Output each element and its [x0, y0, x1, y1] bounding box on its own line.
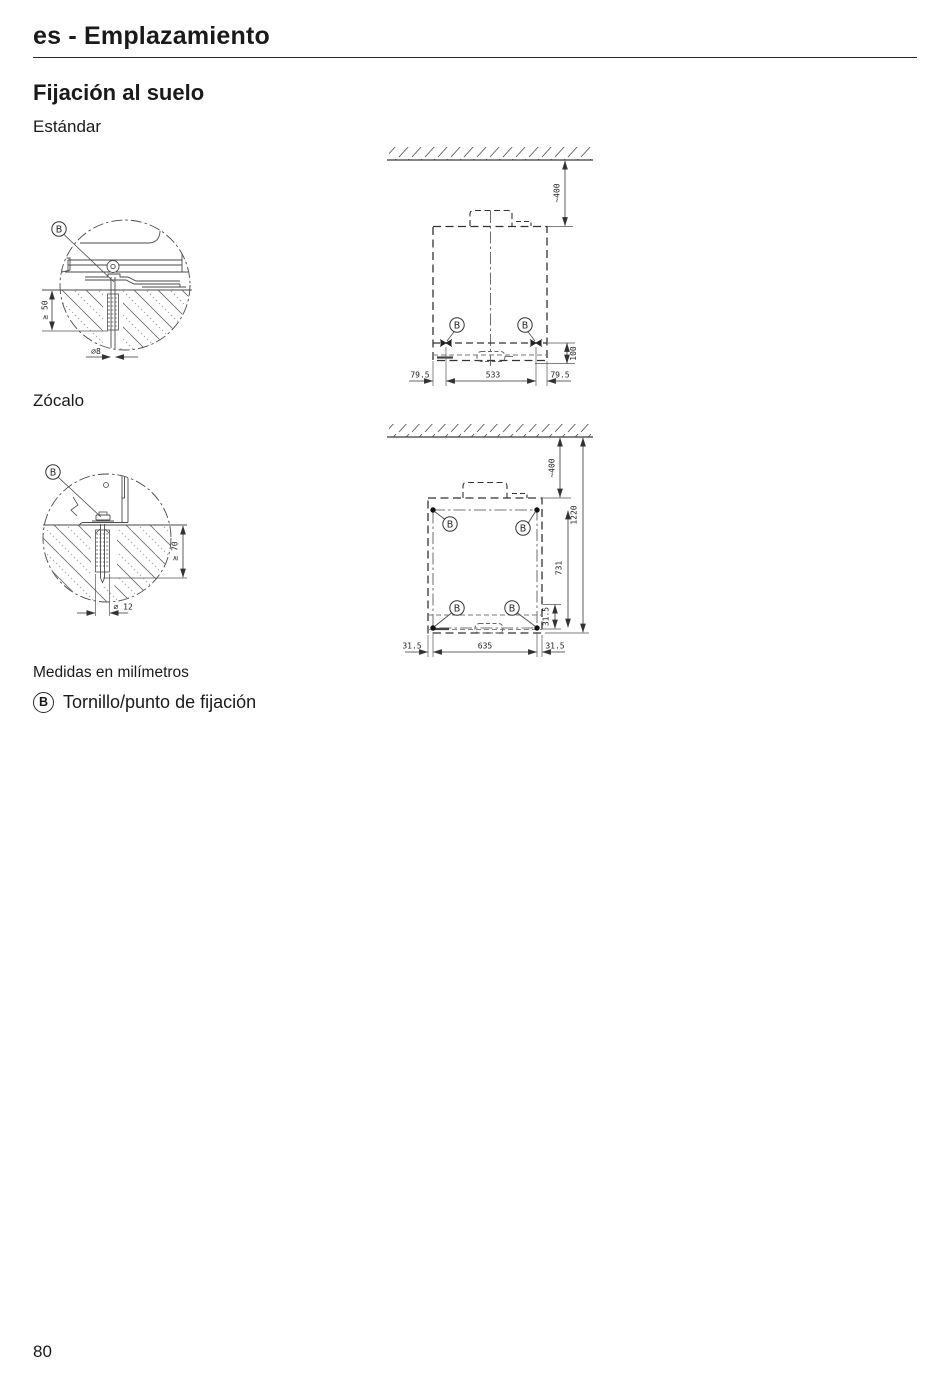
fixing-point-right: [530, 340, 542, 347]
wall: [387, 424, 593, 437]
callout-b-label: B: [55, 224, 63, 236]
plinth-bracket-outline: [71, 475, 128, 525]
subsection-plinth: Zócalo: [33, 391, 85, 410]
legend-b-symbol: B: [33, 692, 54, 713]
callout-b-tl-label: B: [446, 519, 454, 531]
page-number: 80: [33, 1342, 52, 1361]
fixing-point-left: [440, 340, 452, 347]
callout-b-top-right: [516, 512, 536, 536]
callout-b-bottom-left: [435, 601, 465, 627]
zocalo-detail-diagram: [35, 458, 200, 630]
appliance-outline: [428, 483, 542, 634]
callout-b-right-label: B: [521, 320, 529, 332]
units-note: Medidas en milímetros: [33, 664, 189, 681]
wall-distance-dimension: [545, 161, 573, 227]
machine-base-outline: [62, 220, 188, 287]
callout-b-bottom-right: [505, 601, 536, 627]
estandar-front-diagram: [385, 145, 600, 390]
callout-b-bl-label: B: [453, 603, 461, 615]
dim-center-label: 533: [485, 370, 501, 380]
callout-b-top-left: [435, 512, 458, 532]
dim-left-label: 79.5: [410, 370, 430, 380]
floor-hatch: [60, 291, 191, 351]
estandar-detail-diagram: [30, 210, 205, 375]
wall: [387, 147, 593, 160]
bottom-offset-dimension: [542, 605, 562, 630]
dim-total-height-label: 1220: [569, 505, 579, 525]
section-title: Fijación al suelo: [33, 80, 205, 105]
dim-center-label: 635: [477, 641, 493, 651]
dim-right-label: 31.5: [545, 641, 565, 651]
callout-b-tr-label: B: [519, 523, 527, 535]
vent-outline: [470, 211, 512, 227]
dim-depth-label: ≥ 50: [40, 300, 50, 320]
callout-b: [46, 465, 101, 517]
legend-row: [33, 692, 256, 713]
callout-b-label: B: [49, 467, 57, 479]
dim-right-label: 79.5: [550, 370, 570, 380]
dim-bottom-offset-label: 31.5: [541, 606, 551, 627]
dim-left-label: 31.5: [402, 641, 422, 651]
fix-height-dimension: [555, 511, 569, 627]
dim-fix-height-label: 731: [554, 560, 564, 576]
callout-b-left: [447, 318, 464, 341]
header-rule: [33, 57, 917, 58]
detail-contents: [60, 220, 191, 355]
page-header: es - Emplazamiento: [33, 22, 270, 50]
callout-b-left-label: B: [453, 320, 461, 332]
bottom-dimensions: [402, 632, 565, 657]
dim-wall-label: ~400: [547, 458, 557, 478]
dim-wall-label: ~400: [552, 183, 562, 203]
dim-height-label: 100: [569, 346, 578, 361]
dim-diameter-label: ∅8: [91, 346, 101, 356]
legend-text: Tornillo/punto de fijación: [63, 692, 257, 712]
wall-distance-dimension: [543, 438, 571, 498]
zocalo-front-diagram: [385, 420, 600, 665]
subsection-standard: Estándar: [33, 117, 102, 136]
dim-depth-label: ≥ 70: [170, 541, 180, 561]
dim-diameter-label: ∅ 12: [113, 602, 133, 612]
vent-outline: [463, 483, 507, 499]
callout-b-right: [518, 318, 535, 341]
callout-b-br-label: B: [508, 603, 516, 615]
